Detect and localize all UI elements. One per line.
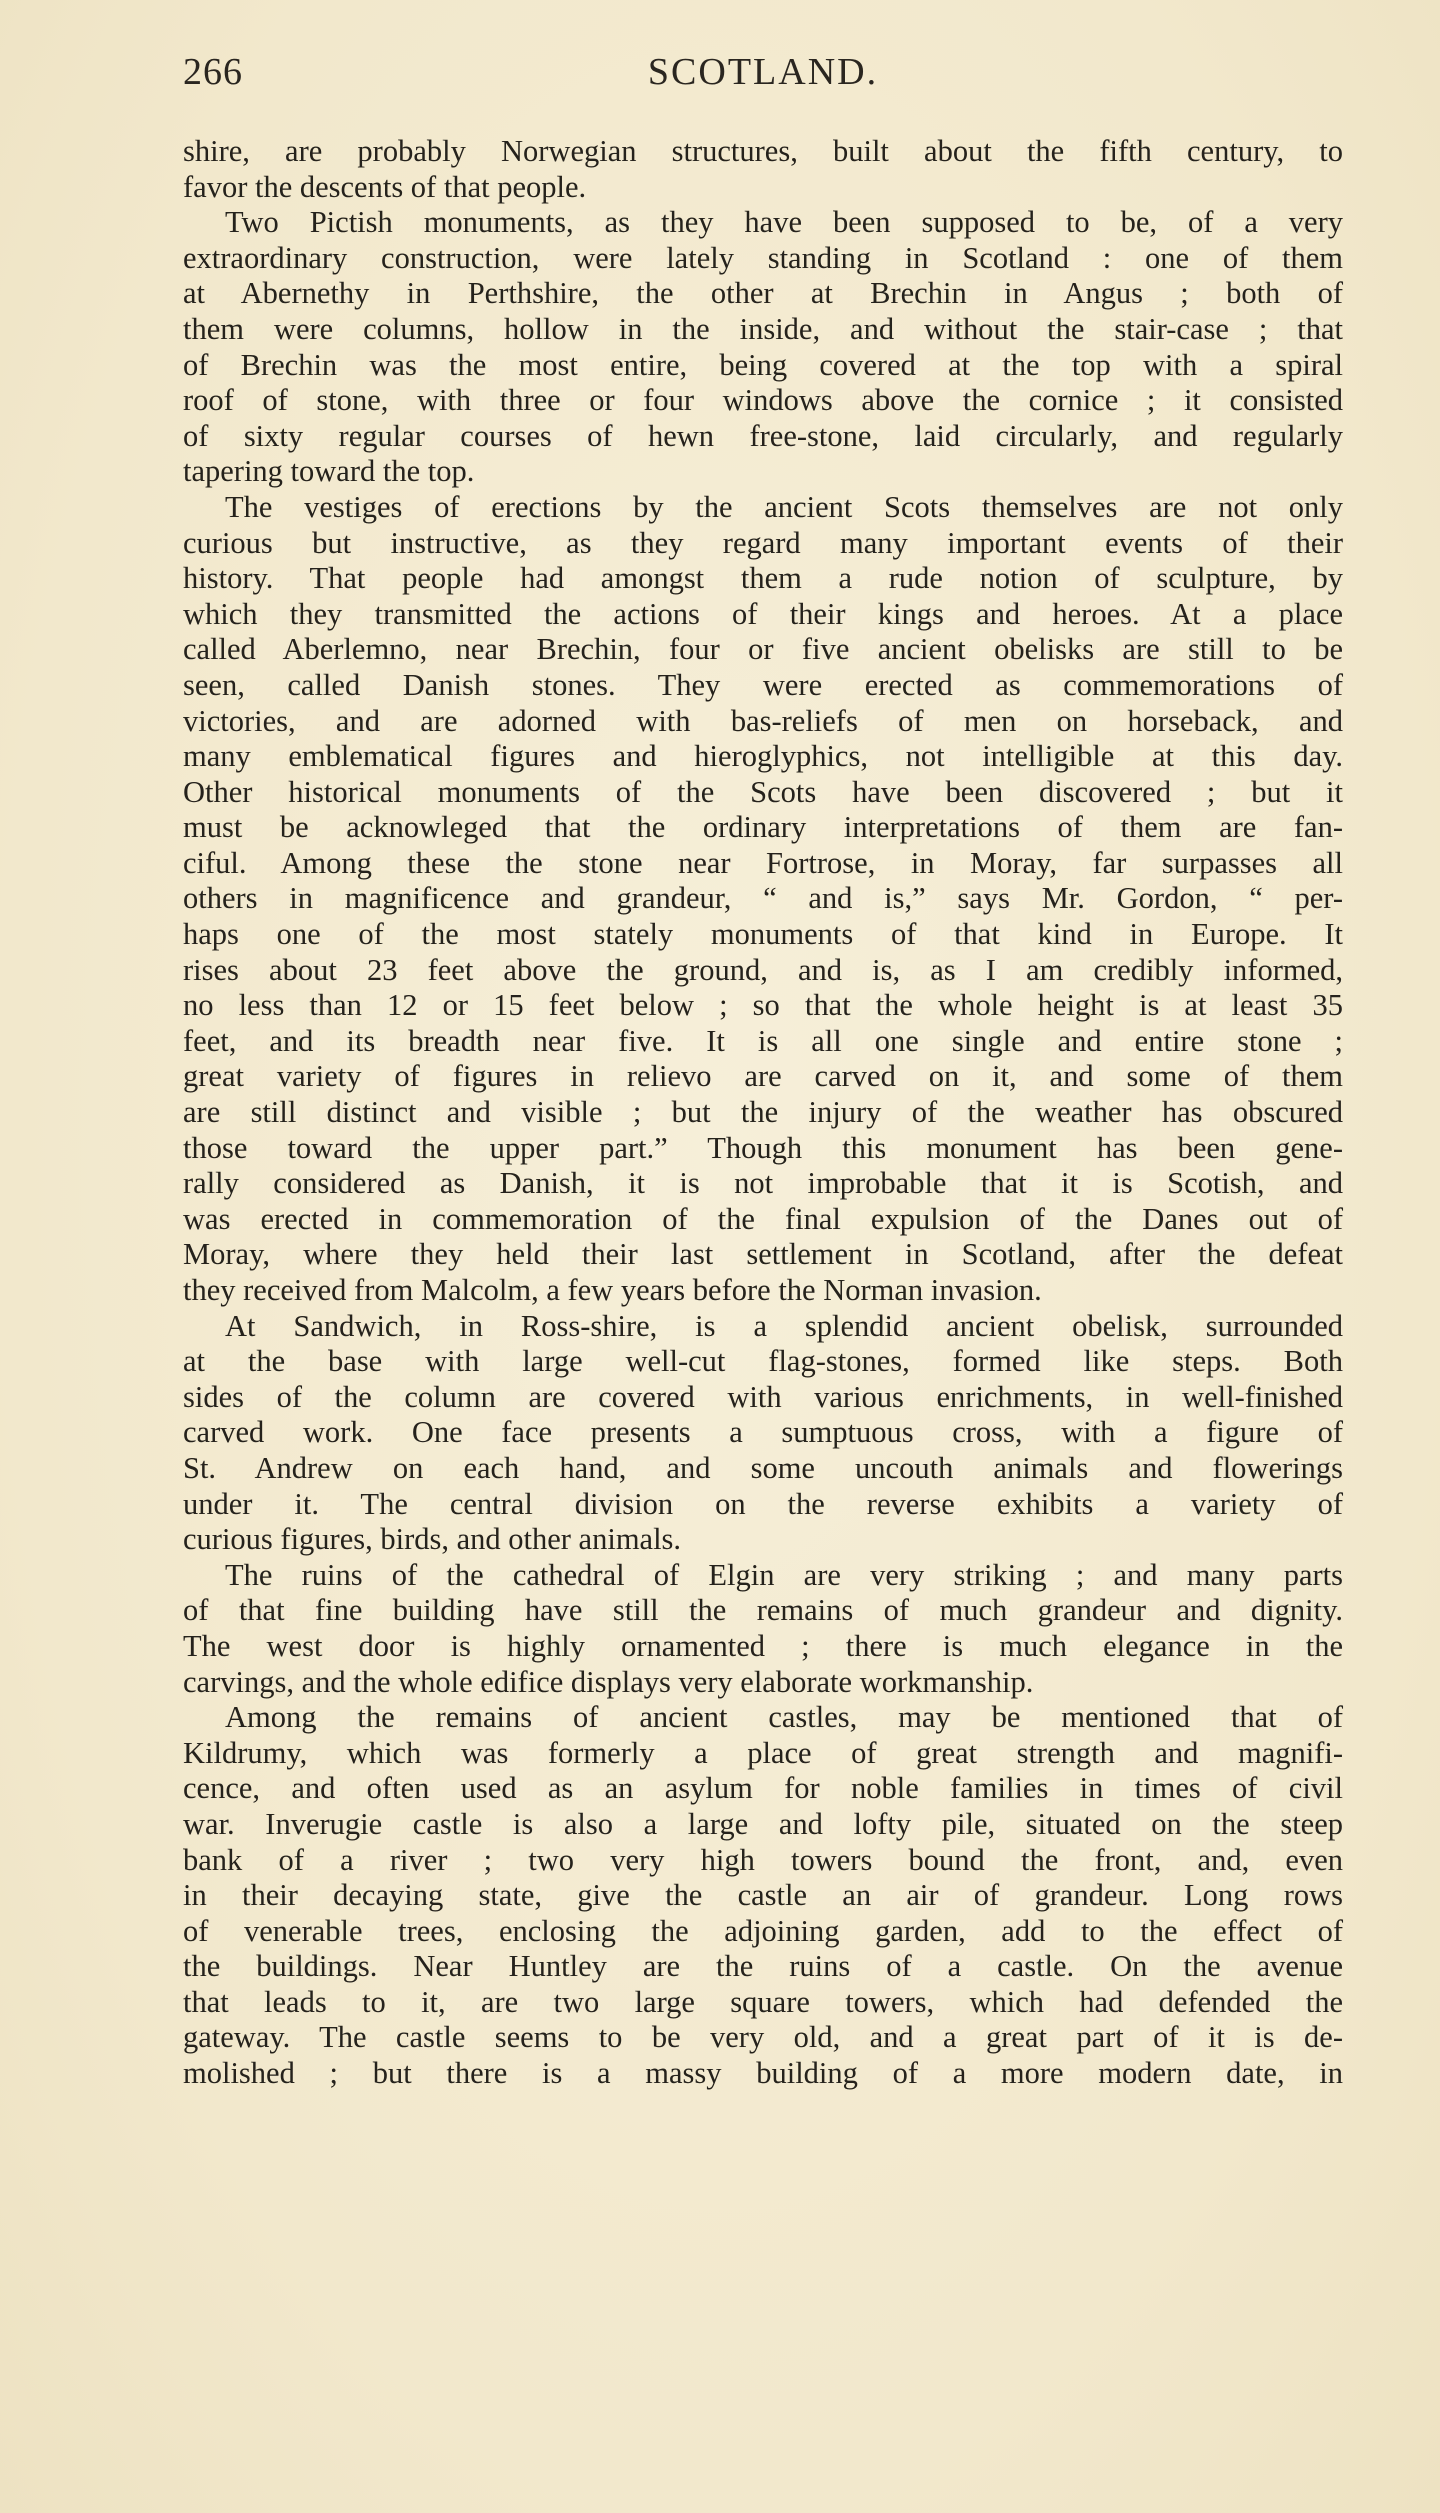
text-line: many emblematical figures and hieroglyphics, not intelligible at this day. [183, 739, 1343, 774]
text-line: Kildrumy, which was formerly a place of great strength and magnifi- [183, 1735, 1343, 1770]
text-line: no less than 12 or 15 feet below ; so that the whole height is at least 35 [183, 988, 1343, 1023]
text-line: are still distinct and visible ; but the injury of the weather has obscured [183, 1095, 1343, 1130]
text-line: The vestiges of erections by the ancient Scots themselves are not only [225, 489, 1343, 524]
text-line: rises about 23 feet above the ground, and is, as I am credibly informed, [183, 952, 1343, 987]
text-line: which they transmitted the actions of their kings and heroes. At a place [183, 596, 1343, 631]
text-line: shire, are probably Norwegian structures, built about the fifth century, to [183, 134, 1343, 168]
text-line: Two Pictish monuments, as they have been supposed to be, of a very [225, 205, 1343, 240]
text-line: of sixty regular courses of hewn free-stone, laid circularly, and regularly [183, 418, 1343, 453]
text-line: must be acknowleged that the ordinary interpretations of them are fan- [183, 810, 1343, 845]
text-line: them were columns, hollow in the inside, and without the stair-case ; that [183, 311, 1343, 346]
text-line: great variety of figures in relievo are carved on it, and some of them [183, 1059, 1343, 1094]
text-line: of Brechin was the most entire, being covered at the top with a spiral [183, 347, 1343, 382]
text-line: under it. The central division on the reverse exhibits a variety of [183, 1486, 1343, 1521]
text-line: cence, and often used as an asylum for noble families in times of civil [183, 1771, 1343, 1806]
text-line: Other historical monuments of the Scots have been discovered ; but it [183, 774, 1343, 809]
text-line: others in magnificence and grandeur, “ and is,” says Mr. Gordon, “ per- [183, 881, 1343, 916]
text-line: extraordinary construction, were lately standing in Scotland : one of them [183, 240, 1343, 275]
text-line: haps one of the most stately monuments of that kind in Europe. It [183, 917, 1343, 952]
text-line: history. That people had amongst them a rude notion of sculpture, by [183, 561, 1343, 596]
text-line: those toward the upper part.” Though this monument has been gene- [183, 1130, 1343, 1165]
page-number: 266 [183, 51, 243, 93]
body-text [183, 134, 1343, 2092]
text-line: Among the remains of ancient castles, may be mentioned that of [225, 1700, 1343, 1735]
text-line: that leads to it, are two large square towers, which had defended the [183, 1984, 1343, 2019]
text-line: carved work. One face presents a sumptuous cross, with a figure of [183, 1415, 1343, 1450]
text-line: victories, and are adorned with bas-reliefs of men on horseback, and [183, 703, 1343, 738]
running-title: SCOTLAND. [647, 51, 879, 93]
text-line: in their decaying state, give the castle an air of grandeur. Long rows [183, 1878, 1343, 1913]
text-line: called Aberlemno, near Brechin, four or five ancient obelisks are still to be [183, 632, 1343, 667]
text-line: The ruins of the cathedral of Elgin are very striking ; and many parts [225, 1557, 1343, 1592]
text-line: war. Inverugie castle is also a large and lofty pile, situated on the steep [183, 1806, 1343, 1841]
text-line: St. Andrew on each hand, and some uncouth animals and flowerings [183, 1450, 1343, 1485]
text-line: curious but instructive, as they regard many important events of their [183, 525, 1343, 560]
text-line: At Sandwich, in Ross-shire, is a splendid ancient obelisk, surrounded [225, 1308, 1343, 1343]
text-line: ciful. Among these the stone near Fortrose, in Moray, far surpasses all [183, 845, 1343, 880]
text-line: molished ; but there is a massy building of a more modern date, in [183, 2056, 1343, 2091]
text-line: Moray, where they held their last settlement in Scotland, after the defeat [183, 1237, 1343, 1272]
text-line: bank of a river ; two very high towers bound the front, and, even [183, 1842, 1343, 1877]
text-line: curious figures, birds, and other animals. [183, 1522, 682, 1557]
text-line: The west door is highly ornamented ; there is much elegance in the [183, 1628, 1343, 1663]
text-line: roof of stone, with three or four windows above the cornice ; it consisted [183, 383, 1343, 418]
text-line: of that fine building have still the remains of much grandeur and dignity. [183, 1593, 1343, 1628]
text-line: of venerable trees, enclosing the adjoining garden, add to the effect of [183, 1913, 1343, 1948]
text-line: at Abernethy in Perthshire, the other at Brechin in Angus ; both of [183, 276, 1343, 311]
text-line: sides of the column are covered with various enrichments, in well-finished [183, 1379, 1343, 1414]
text-line: was erected in commemoration of the final expulsion of the Danes out of [183, 1201, 1343, 1236]
text-line: tapering toward the top. [183, 454, 475, 489]
text-line: they received from Malcolm, a few years before the Norman invasion. [183, 1273, 1042, 1307]
text-line: carvings, and the whole edifice displays very elaborate workmanship. [183, 1664, 1034, 1699]
text-line: the buildings. Near Huntley are the ruins of a castle. On the avenue [183, 1949, 1343, 1984]
page-header [183, 50, 1343, 110]
text-line: at the base with large well-cut flag-stones, formed like steps. Both [183, 1344, 1343, 1379]
text-line: feet, and its breadth near five. It is all one single and entire stone ; [183, 1023, 1343, 1058]
text-line: favor the descents of that people. [183, 169, 587, 204]
text-line: rally considered as Danish, it is not improbable that it is Scotish, and [183, 1166, 1343, 1201]
text-line: seen, called Danish stones. They were erected as commemorations of [183, 667, 1343, 702]
text-line: gateway. The castle seems to be very old, and a great part of it is de- [183, 2020, 1343, 2055]
